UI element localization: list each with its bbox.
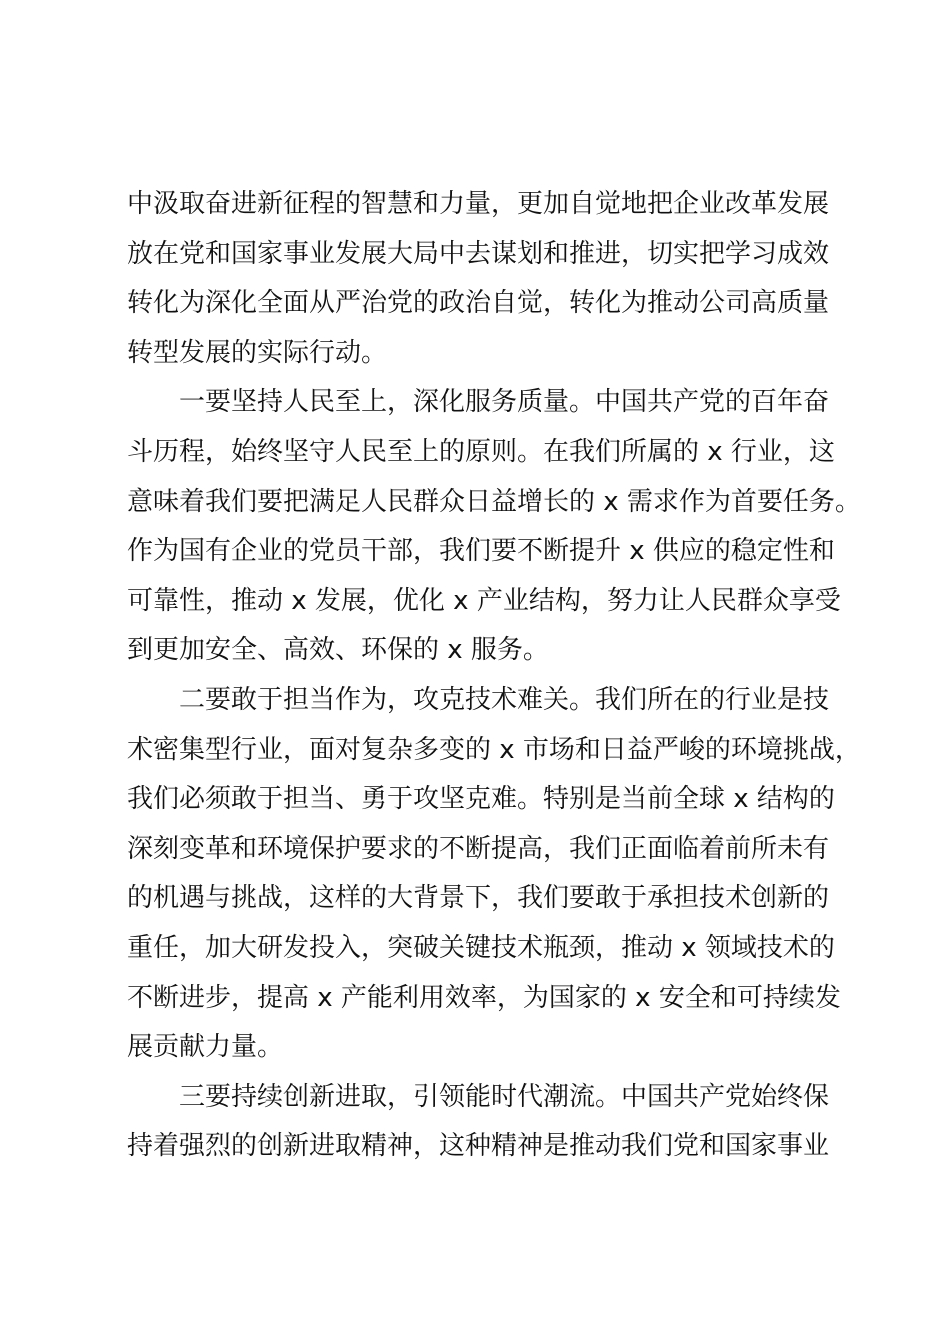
text-line: 转型发展的实际行动。 [127, 337, 388, 368]
text-line: 不断进步，提高 x 产能利用效率，为国家的 x 安全和可持续发 [127, 982, 841, 1013]
text-line: 我们必须敢于担当、勇于攻坚克难。特别是当前全球 x 结构的 [127, 784, 835, 815]
text-line: 重任，加大研发投入，突破关键技术瓶颈，推动 x 领域技术的 [127, 932, 835, 963]
text-line: 斗历程，始终坚守人民至上的原则。在我们所属的 x 行业，这 [127, 436, 835, 467]
paragraph-first-line: 一要坚持人民至上，深化服务质量。中国共产党的百年奋 [179, 387, 830, 418]
paragraph-first-line: 二要敢于担当作为，攻克技术难关。我们所在的行业是技 [179, 684, 830, 715]
text-line: 放在党和国家事业发展大局中去谋划和推进，切实把学习成效 [127, 238, 830, 269]
text-line: 的机遇与挑战，这样的大背景下，我们要敢于承担技术创新的 [127, 883, 830, 914]
text-line: 作为国有企业的党员干部，我们要不断提升 x 供应的稳定性和 [127, 536, 835, 567]
paragraph-first-line: 三要持续创新进取，引领能时代潮流。中国共产党始终保 [179, 1081, 830, 1112]
text-line: 深刻变革和环境保护要求的不断提高，我们正面临着前所未有 [127, 833, 830, 864]
text-line: 可靠性，推动 x 发展，优化 x 产业结构，努力让人民群众享受 [127, 585, 841, 616]
text-line: 展贡献力量。 [127, 1032, 284, 1063]
text-line: 意味着我们要把满足人民群众日益增长的 x 需求作为首要任务。 [127, 486, 861, 517]
text-line: 术密集型行业，面对复杂多变的 x 市场和日益严峻的环境挑战， [127, 734, 861, 765]
text-line: 转化为深化全面从严治党的政治自觉，转化为推动公司高质量 [127, 288, 830, 319]
text-line: 持着强烈的创新进取精神，这种精神是推动我们党和国家事业 [127, 1131, 830, 1162]
text-line: 到更加安全、高效、环保的 x 服务。 [127, 635, 549, 666]
body-text [127, 180, 861, 1172]
text-line: 中汲取奋进新征程的智慧和力量，更加自觉地把企业改革发展 [127, 189, 830, 219]
